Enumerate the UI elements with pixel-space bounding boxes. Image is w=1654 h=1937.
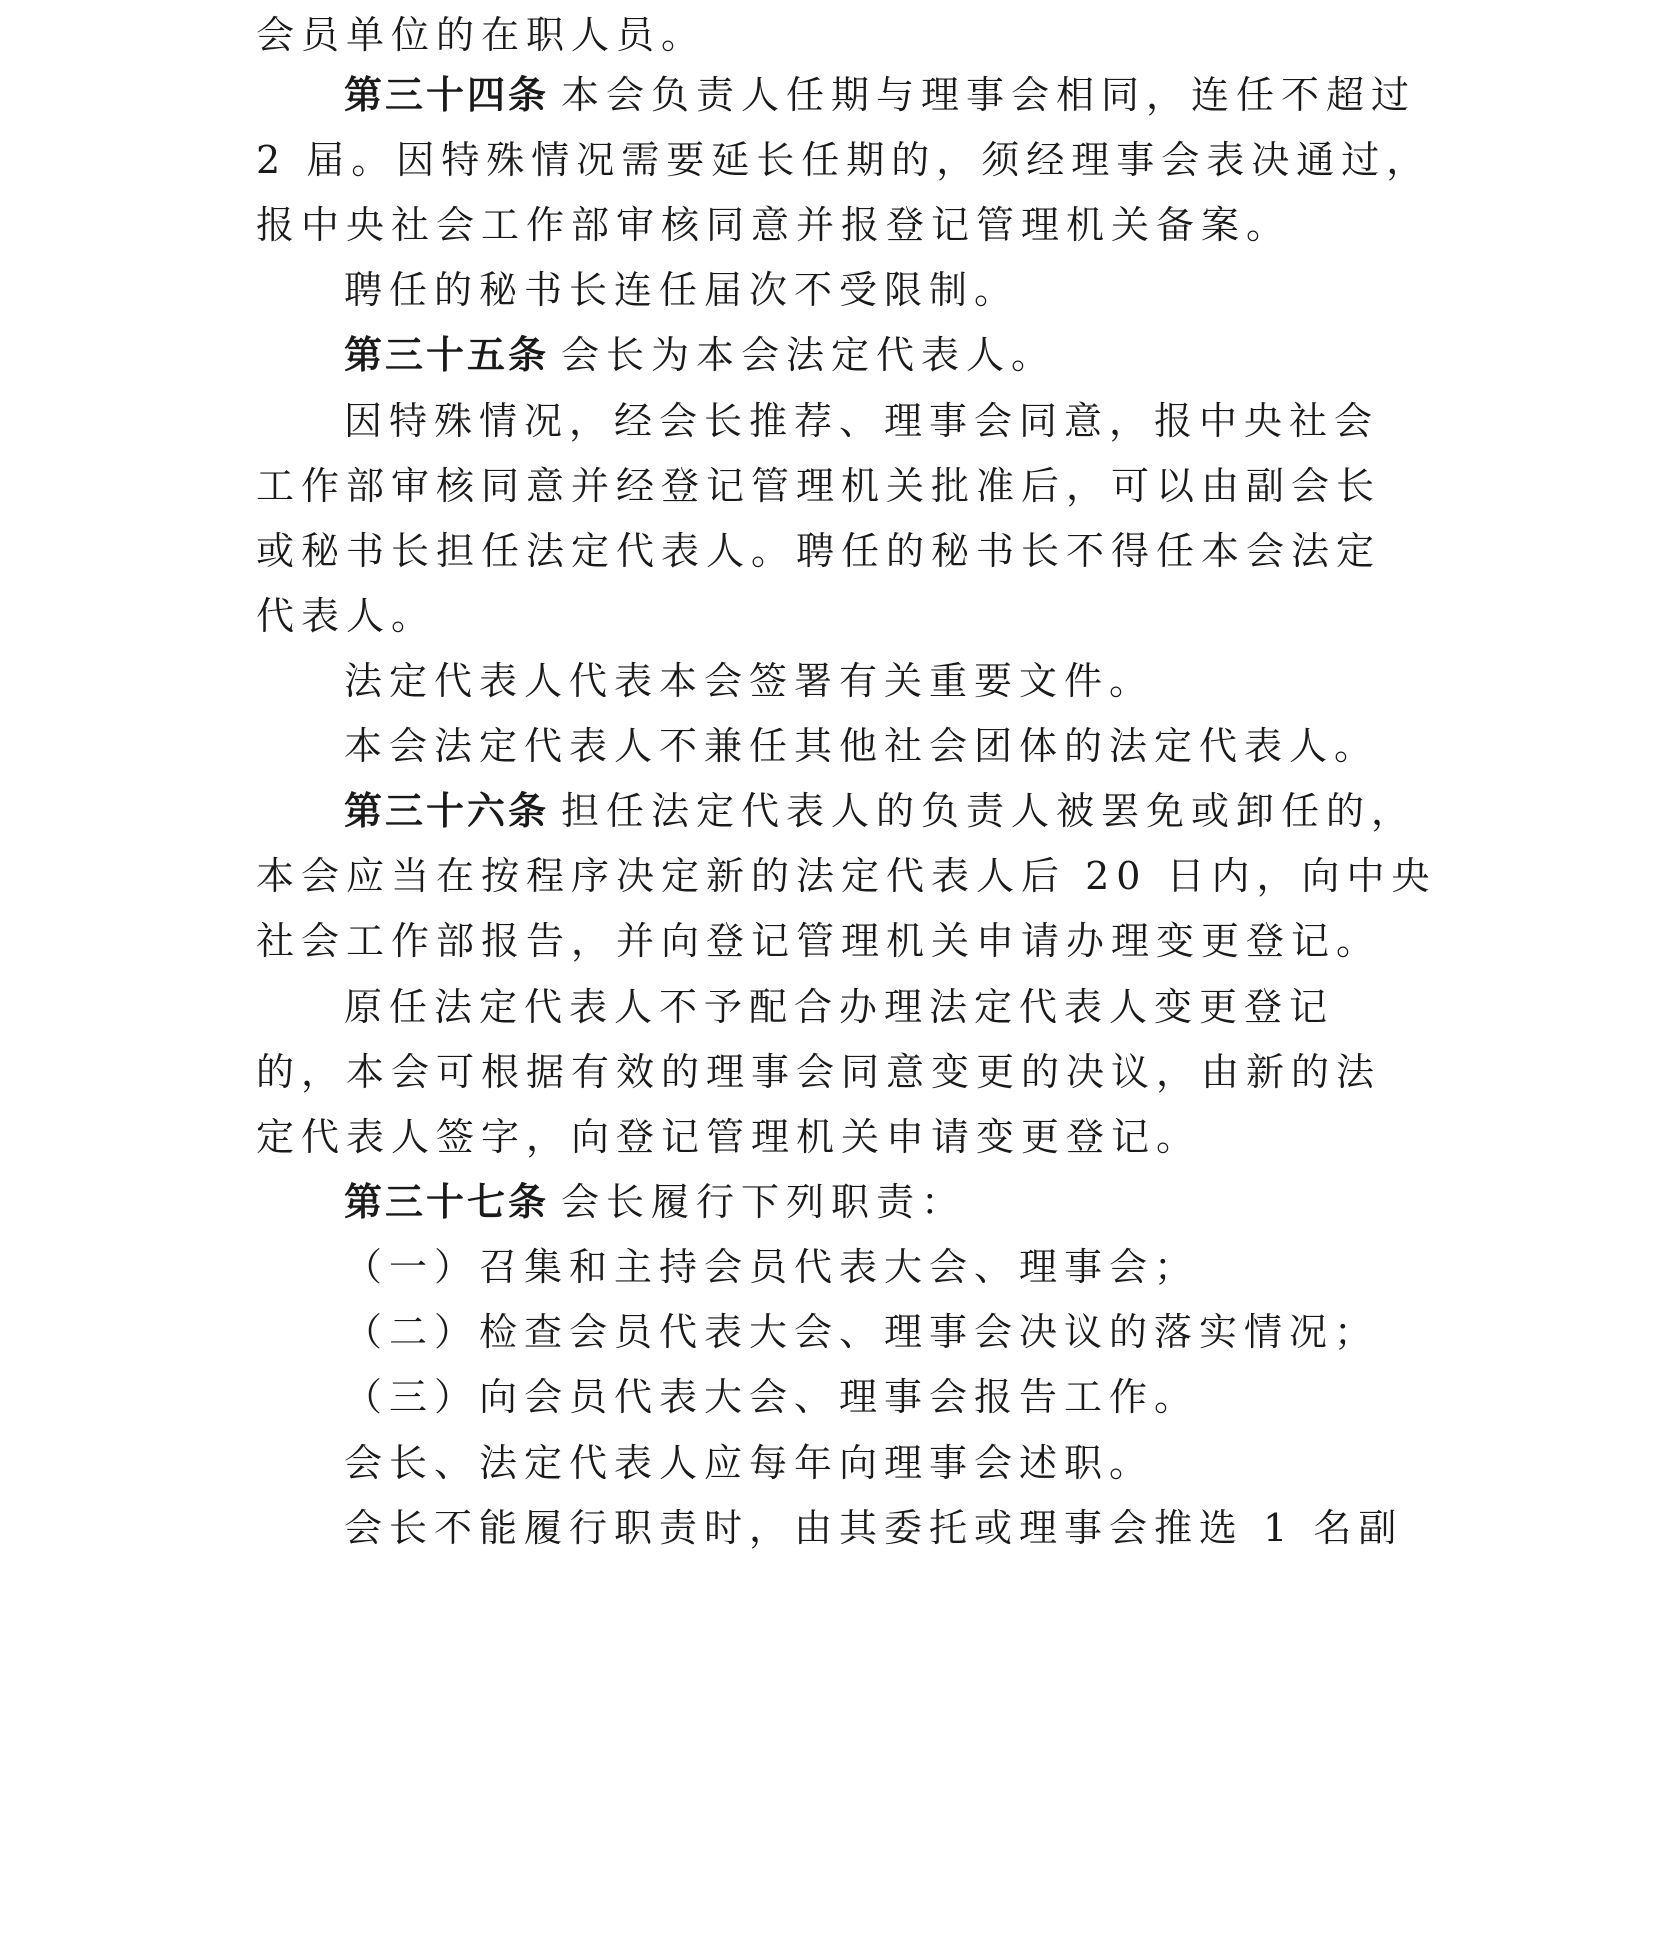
article-number: 第三十六条 (344, 788, 550, 833)
text-line (344, 1438, 1444, 1488)
text-line (256, 461, 1436, 511)
text-line (344, 396, 1444, 446)
line-text: 会长履行下列职责： (561, 1180, 967, 1224)
line-text: 报中央社会工作部审核同意并报登记管理机关备案。 (256, 203, 1292, 247)
article-number: 第三十七条 (344, 1179, 550, 1224)
line-text: 原任法定代表人不予配合办理法定代表人变更登记 (344, 985, 1335, 1029)
line-text: 社会工作部报告，并向登记管理机关申请办理变更登记。 (256, 919, 1382, 963)
text-line (344, 265, 1444, 315)
line-text: 担任法定代表人的负责人被罢免或卸任的， (561, 789, 1417, 833)
text-line (344, 721, 1444, 771)
text-line (256, 200, 1436, 250)
text-line (256, 916, 1436, 966)
line-text: 定代表人签字，向登记管理机关申请变更登记。 (256, 1115, 1202, 1159)
line-text: （三）向会员代表大会、理事会报告工作。 (344, 1375, 1200, 1419)
text-line (256, 851, 1436, 901)
text-line (256, 10, 1436, 60)
line-text: 本会应当在按程序决定新的法定代表人后 20 日内，向中央 (256, 854, 1437, 898)
line-text: 会员单位的在职人员。 (256, 13, 707, 57)
list-item (344, 1242, 1444, 1292)
line-text: 聘任的秘书长连任届次不受限制。 (344, 268, 1020, 312)
article-heading-line (344, 330, 1444, 380)
text-line (256, 591, 1436, 641)
article-number: 第三十四条 (344, 72, 550, 117)
text-line (344, 982, 1444, 1032)
text-line (256, 135, 1436, 185)
line-text: 工作部审核同意并经登记管理机关批准后，可以由副会长 (256, 464, 1382, 508)
text-line (256, 526, 1436, 576)
list-item (344, 1307, 1444, 1357)
article-heading-line (344, 786, 1444, 836)
text-line (256, 1047, 1436, 1097)
line-text: 会长不能履行职责时，由其委托或理事会推选 1 名副 (344, 1506, 1404, 1550)
line-text: 会长为本会法定代表人。 (561, 333, 1057, 377)
article-heading-line (344, 70, 1444, 120)
line-text: （二）检查会员代表大会、理事会决议的落实情况； (344, 1310, 1380, 1354)
line-text: 或秘书长担任法定代表人。聘任的秘书长不得任本会法定 (256, 529, 1382, 573)
line-text: 2 届。因特殊情况需要延长任期的，须经理事会表决通过， (256, 138, 1432, 182)
text-line (344, 656, 1444, 706)
list-item (344, 1372, 1444, 1422)
article-number: 第三十五条 (344, 332, 550, 377)
line-text: （一）召集和主持会员代表大会、理事会； (344, 1245, 1200, 1289)
text-line (344, 1503, 1444, 1553)
line-text: 本会法定代表人不兼任其他社会团体的法定代表人。 (344, 724, 1380, 768)
line-text: 因特殊情况，经会长推荐、理事会同意，报中央社会 (344, 399, 1380, 443)
line-text: 代表人。 (256, 594, 437, 638)
line-text: 法定代表人代表本会签署有关重要文件。 (344, 659, 1155, 703)
line-text: 本会负责人任期与理事会相同，连任不超过 (561, 73, 1417, 117)
article-heading-line (344, 1177, 1444, 1227)
text-line (256, 1112, 1436, 1162)
line-text: 会长、法定代表人应每年向理事会述职。 (344, 1441, 1155, 1485)
line-text: 的，本会可根据有效的理事会同意变更的决议，由新的法 (256, 1050, 1382, 1094)
